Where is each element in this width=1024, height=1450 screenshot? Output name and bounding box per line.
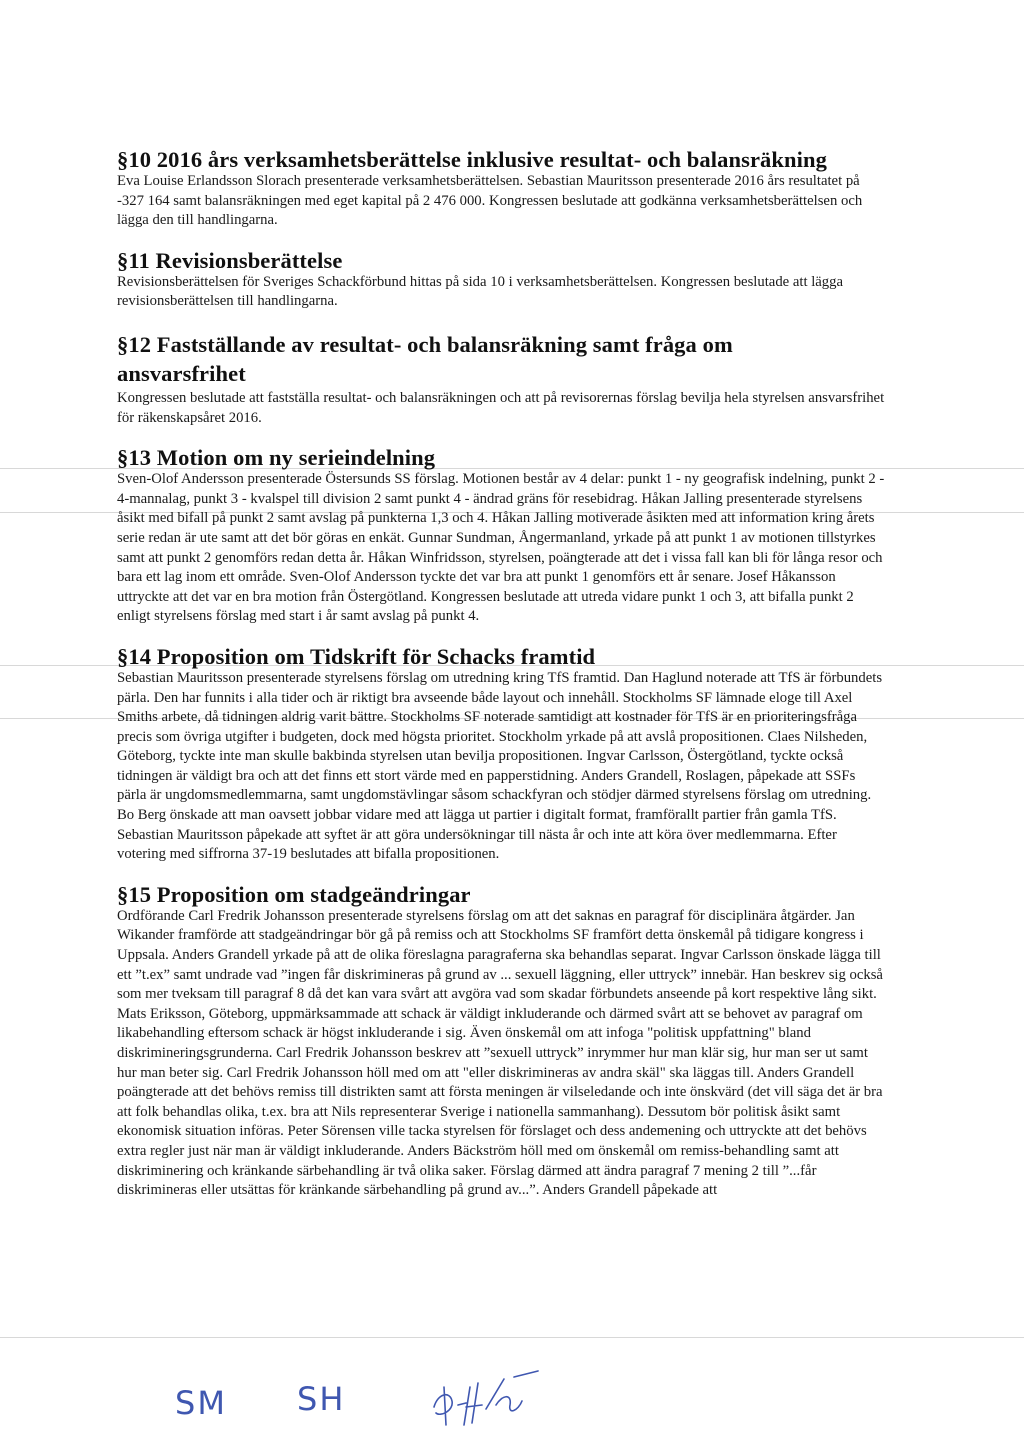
section-12	[117, 330, 887, 428]
signature-initials-1: SM	[175, 1384, 227, 1422]
section-body: Revisionsberättelsen för Sveriges Schackförbund hittas på sida 10 i verksamhetsberättelsen. Kongressen beslutade att lägga revisionsberättelsen till handlingarna.	[117, 273, 844, 310]
section-heading: §11 Revisionsberättelse	[117, 247, 343, 273]
section-10	[117, 148, 887, 231]
section-heading: §12 Fastställande av resultat- och balansräkning samt fråga om ansvarsfrihet	[117, 331, 733, 386]
section-body: Kongressen beslutade att fastställa resultat- och balansräkningen och att på revisorernas förslag bevilja hela styrelsen ansvarsfrihet för räkenskapsåret 2016.	[117, 389, 885, 426]
signature-scribble	[426, 1365, 546, 1435]
section-heading: §13 Motion om ny serieindelning	[117, 445, 436, 471]
document-content	[117, 148, 887, 1201]
section-13	[117, 446, 887, 627]
signature-initials-2: SH	[297, 1380, 346, 1418]
scan-line	[0, 1337, 1024, 1338]
handwritten-signature	[426, 1365, 546, 1440]
section-body: Eva Louise Erlandsson Slorach presenterade verksamhetsberättelsen. Sebastian Mauritsson presenterade 2016 års resultatet på -327 164 samt balansräkningen med eget kapital på 2 476 000. Kongressen beslutade att godkänna verksamhetsberättelsen och lägga den till handlingarna.	[117, 173, 863, 229]
section-body: Ordförande Carl Fredrik Johansson presenterade styrelsens förslag om att det saknas en paragraf för disciplinära åtgärder. Jan Wikander framförde att stadgeändringar bör gå på remiss och att Stockholms SF framfört detta önskemål på tidigare kongress i Uppsala. Anders Grandell yrkade på att de olika föreslagna paragraferna ska behandlas separat. Ingvar Carlsson önskade lägga till ett ”t.ex” samt undrade vad ”ingen får diskrimineras på grund av ... sexuell läggning, eller uttryck” innebär. Han beskrev sig också som mer tveksam till paragraf 8 då det kan vara svårt att avgöra vad som skadar förbundets anseende på kort respektive lång sikt. Mats Eriksson, Göteborg, uppmärksammade att schack är väldigt inkluderande och därmed svårt att se behovet av paragraf om likabehandling eftersom schack är högst inkluderande i sig. Även önskemål om att infoga "politisk uppfattning" bland diskrimineringsgrunderna. Carl Fredrik Johansson beskrev att ”sexuell uttryck” inrymmer hur man klär sig, hur man ser ut samt hur man beter sig. Carl Fredrik Johansson höll med om att "eller diskrimineras av andra skäl" ska läggas till. Anders Grandell poängterade att det behövs remiss till distrikten samt att första meningen är vilseledande och inte önskvärd (det vill säga det är bra att folk behandlas olika, t.ex. bra att Nils representerar Sverige i nationella sammanhang). Dessutom bör politisk åsikt samt ekonomisk situation införas. Peter Sörensen ville tacka styrelsen för förslaget och dess andemening och uttryckte att det behövs extra regler just när man är väldigt inkluderande. Anders Bäckström höll med om önskemål om remiss-behandling samt att diskriminering och kränkande särbehandling är två olika saker. Förslag därmed att ändra paragraf 7 mening 2 till ”...får diskrimineras eller utsättas för kränkande särbehandling på grund av...”. Anders Grandell påpekade att	[117, 907, 883, 1199]
section-11	[117, 249, 887, 312]
section-body: Sven-Olof Andersson presenterade Östersunds SS förslag. Motionen består av 4 delar: punkt 1 - ny geografisk indelning, punkt 2 - 4-mannalag, punkt 3 - kvalspel till division 2 samt punkt 4 - ändrad gräns för resebidrag. Håkan Jalling presenterade styrelsens åsikt med bifall på punkt 2 samt avslag på punkterna 1,3 och 4. Håkan Jalling motiverade åsikten med att information kring årets serie redan är ute samt att det bör göras en enkät. Gunnar Sundman, Ångermanland, yrkade på att punkt 1 av motionen tillstyrkes samt att punkt 2 genomförs redan detta år. Håkan Winfridsson, styrelsen, poängterade att det i vissa fall kan bli för långa resor och bara ett lag inom ett område. Sven-Olof Andersson tyckte det var bra att punkt 1 genomförs ett år senare. Josef Håkansson uttryckte att det var en bra motion från Östergötland. Kongressen beslutade att utreda vidare punkt 1 och 3, att bifalla punkt 2 enligt styrelsens förslag med start i år samt avslag på punkt 4.	[117, 471, 885, 625]
section-heading: §10 2016 års verksamhetsberättelse inklusive resultat- och balansräkning	[117, 147, 827, 172]
section-14	[117, 645, 887, 865]
section-15	[117, 883, 887, 1201]
section-body: Sebastian Mauritsson presenterade styrelsens förslag om utredning kring TfS framtid. Dan Haglund noterade att TfS är förbundets pärla. Den har funnits i alla tider och är riktigt bra avseende både layout och innehåll. Stockholms SF lämnade eloge till Axel Smiths arbete, då tidningen aldrig varit bättre. Stockholms SF noterade samtidigt att kostnader för TfS är en prioriteringsfråga precis som övriga utgifter i budgeten, dock med högsta prioritet. Stockholm yrkade på att avslå propositionen. Claes Nilsheden, Göteborg, tyckte inte man skulle bakbinda styrelsen utan bevilja propositionen. Ingvar Carlsson, Östergötland, tyckte också tidningen är väldigt bra och att det finns ett stort värde med en papperstidning. Anders Grandell, Roslagen, påpekade att SSFs pärla är ungdomsmedlemmarna, samt ungdomstävlingar såsom schackfyran och stödjer därmed styrelsens förslag om utredning. Bo Berg önskade att man oavsett jobbar vidare med att lägga ut partier i digitalt format, framförallt partier från gamla TfS. Sebastian Mauritsson påpekade att syftet är att göra undersökningar till nästa år och inte att köra över medlemmarna. Efter votering med siffrorna 37-19 beslutades att bifalla propositionen.	[117, 669, 883, 863]
section-heading: §15 Proposition om stadgeändringar	[117, 881, 471, 907]
section-heading: §14 Proposition om Tidskrift för Schacks framtid	[117, 643, 596, 669]
